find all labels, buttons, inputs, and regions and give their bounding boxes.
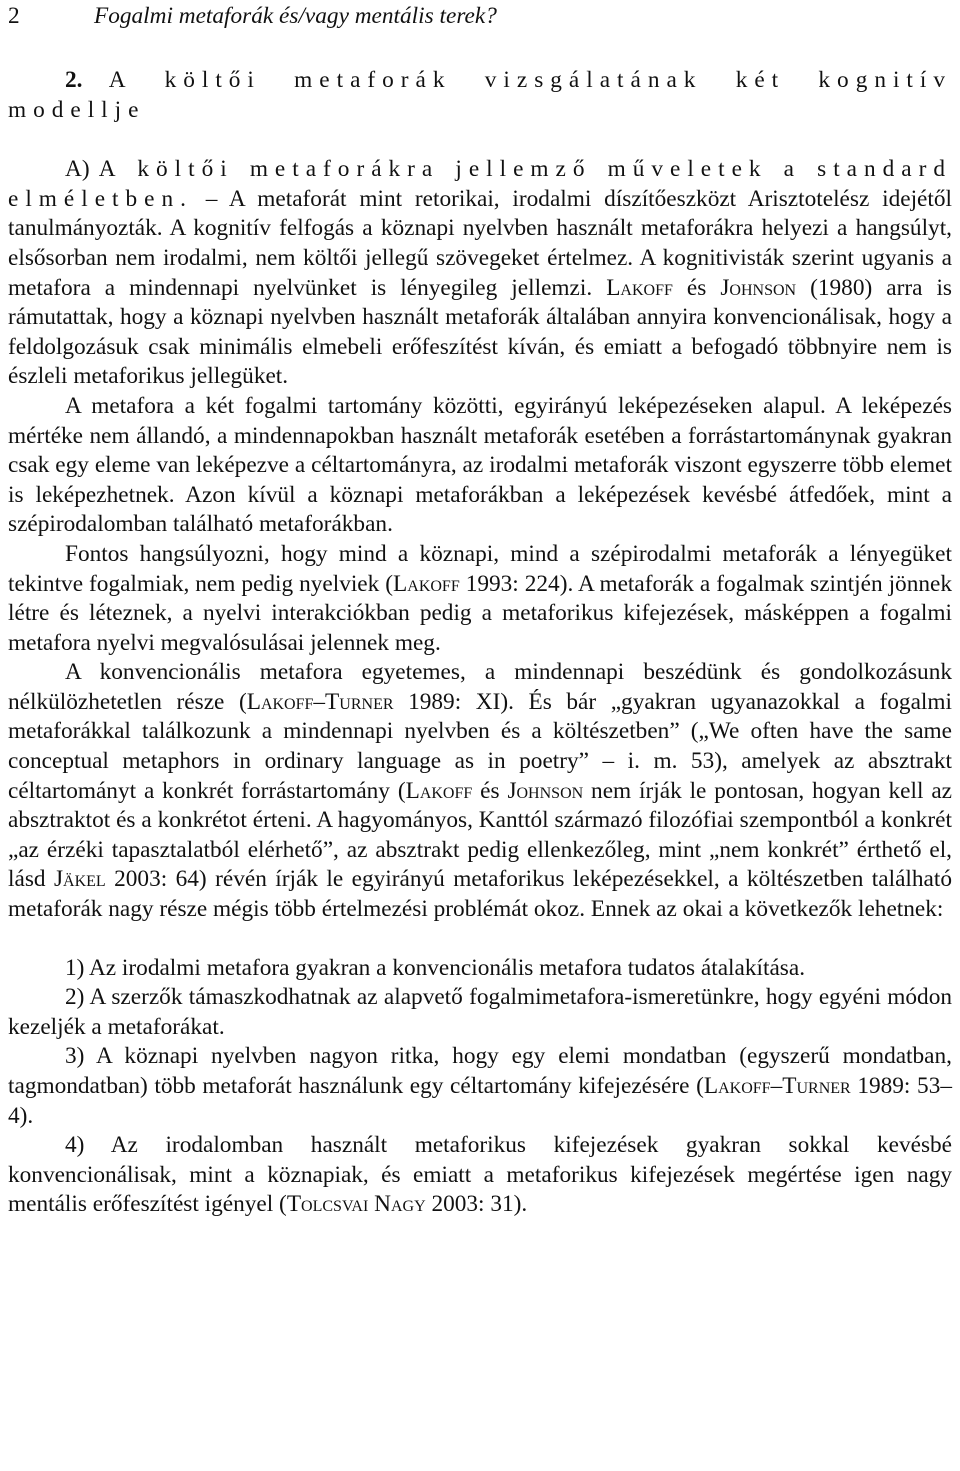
section-number: 2. <box>65 67 83 93</box>
running-title: Fogalmi metaforák és/vagy mentális terek? <box>94 3 497 29</box>
paragraph-1-text: – A metaforát mint retorikai, irodalmi díszítőeszközt Arisztotelész idejétől tanulmányozták. A kognitív felfogás a köznapi nyelvben használt metaforákra helyezi a hangsúlyt, elsősorban nem irodalmi, nem költői jellegű szövegeket értelmez. A kognitivisták szerint ugyanis a metafora a mindennapi nyelvünket is lényegileg jellemzi. <box>8 185 952 301</box>
paragraph-3-text: Fontos hangsúlyozni, hogy mind a köznapi, mind a szépirodalmi metaforák a lényegüket tekintve fogalmiak, nem pedig nyelviek ( <box>8 540 952 597</box>
list-item-text: 4) Az irodalomban használt metaforikus kifejezések gyakran sokkal kevésbé konvencionálisak, mint a köznapiak, és emiatt a metaforikus kifejezések megértése igen nagy mentális erőfeszítést igényel ( <box>8 1132 952 1218</box>
paragraph-4-text-d: 2003: 64) révén írják le egyirányú metaforikus leképezésekkel, a költészetben található metaforák nagy része mégis több értelmezési problémát okoz. Ennek az okai a következők lehetnek: <box>8 866 953 923</box>
paragraph-4-text-c: nem írják le pontosan, hogyan kell az absztraktot és a konkrétot érteni. A hagyományos, Kanttól származó filozófiai szempontból a konkrét „az érzéki tapasztalatból elérhető”, az absztrakt pedig ellenkezőleg, mint „nem konkrét” érthető el, lásd <box>8 777 953 893</box>
list-item <box>8 1131 952 1220</box>
document-page <box>8 0 952 1220</box>
paragraph-4-text-b: 1989: XI). És bár „gyakran ugyanazokkal a fogalmi metaforákkal találkozunk a mindennapi nyelvben és a költészetben” („We often have the same conceptual metaphors in ordinary language as in poetry” – i. m. 53), amelyek az absztrakt céltartományt a konkrét forrástartomány ( <box>8 688 952 804</box>
paragraph-2: A metafora a két fogalmi tartomány közötti, egyirányú leképezéseken alapul. A leképezés mértéke nem állandó, a mindennapokban használt metaforák esetében a forrástartománynak gyakran csak egy eleme van leképezve a céltartományra, az irodalmi metaforák viszont egyszerre több elemet is leképezhetnek. Azon kívül a köznapi metaforákban a leképezések kevésbé átfedőek, mint a szépirodalomban található metaforákban. <box>8 392 952 538</box>
running-header <box>8 2 952 34</box>
author-lakoff: Lakoff <box>405 777 473 804</box>
reasons-list <box>8 954 952 1220</box>
paragraph-1 <box>8 155 952 392</box>
list-item-tail: 2003: 31). <box>425 1191 528 1218</box>
list-item <box>8 1042 952 1131</box>
author-tolcsvai-nagy: Tolcsvai Nagy <box>286 1191 426 1218</box>
conjunction: és <box>672 274 721 301</box>
list-item-text: 3) A köznapi nyelvben nagyon ritka, hogy egy elemi mondatban (egyszerű mondatban, tagmondatban) több metaforát használunk egy céltartomány kifejezésére ( <box>8 1043 952 1099</box>
subsection-label: A) <box>65 156 90 183</box>
paragraph-3-tail: 1993: 224). A metaforák a fogalmak szintjén jönnek létre és léteznek, a nyelvi interakciókban pedig a metaforikus kifejezések, másképpen a fogalmi metafora nyelvi megvalósulásai jelennek meg. <box>8 570 952 656</box>
page-number: 2 <box>8 3 20 29</box>
list-item: 2) A szerzők támaszkodhatnak az alapvető fogalmimetafora-ismeretünkre, hogy egyéni módon kezeljék a metaforákat. <box>8 984 952 1040</box>
author-johnson: Johnson <box>507 777 584 804</box>
paragraph-3 <box>8 540 952 658</box>
author-jakel: Jäkel <box>53 866 106 893</box>
subsection-title: A költői metaforákra jellemző műveletek a standard elméletben. <box>8 156 952 212</box>
list-item-tail: 1989: 53–4). <box>8 1073 952 1129</box>
paragraph-1-tail: (1980) arra is rámutattak, hogy a köznapi nyelvben használt metaforák általában annyira konvencionálisak, hogy a feldolgozásuk csak minimális elmebeli erőfeszítést kíván, és emiatt a befogadó többnyire nem is észleli metaforikus jellegüket. <box>8 274 952 390</box>
section-heading <box>8 66 952 125</box>
section-title: A költői metaforák vizsgálatának két kognitív modellje <box>8 67 952 123</box>
author-johnson: Johnson <box>720 274 797 301</box>
paragraph-4 <box>8 658 952 924</box>
author-lakoff: Lakoff <box>393 570 460 597</box>
author-lakoff-turner: Lakoff–Turner <box>246 688 394 715</box>
conjunction: és <box>472 777 508 804</box>
list-item: 1) Az irodalmi metafora gyakran a konvencionális metafora tudatos átalakítása. <box>65 954 806 981</box>
paragraph-4-text: A konvencionális metafora egyetemes, a mindennapi beszédünk és gondolkozásunk nélkülözhetetlen része ( <box>8 659 952 715</box>
author-lakoff: Lakoff <box>606 274 673 301</box>
author-lakoff-turner: Lakoff–Turner <box>703 1073 851 1099</box>
